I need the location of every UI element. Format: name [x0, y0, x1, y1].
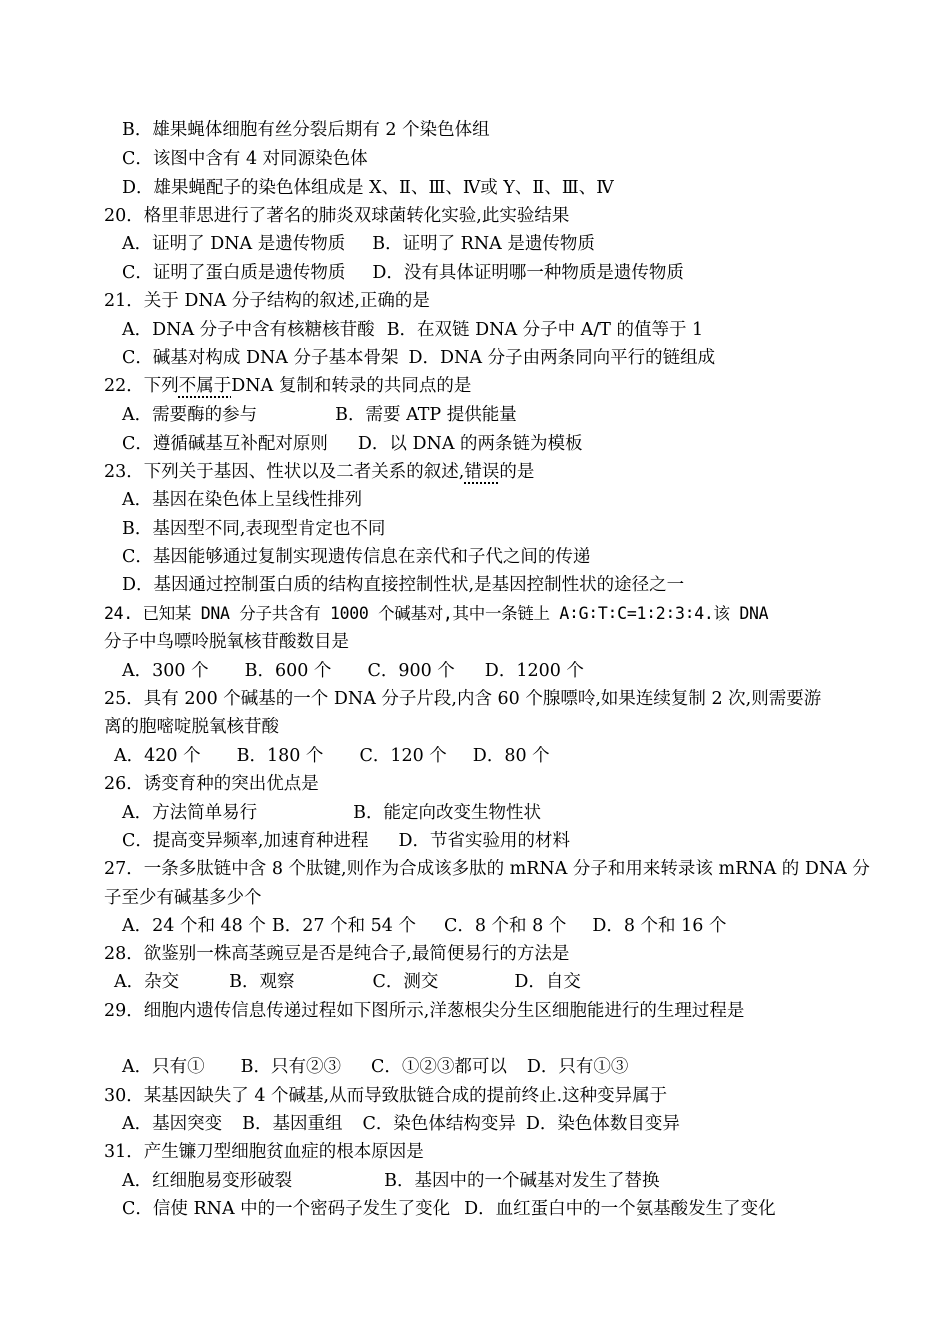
q31-options-ab: [122, 1169, 660, 1193]
q26-option-b: B．能定向改变生物性状: [353, 803, 541, 823]
q27-option-d: D．8 个和 16 个: [592, 916, 727, 936]
q24-option-b: B．600 个: [244, 661, 332, 681]
question-26: 26．诱变育种的突出优点是: [104, 774, 319, 794]
q25-option-a: A．420 个: [114, 746, 201, 766]
q29-option-b: B．只有②③: [240, 1057, 342, 1077]
q22-option-c: C．遵循碱基互补配对原则: [122, 434, 328, 454]
question-20: 20．格里菲思进行了著名的肺炎双球菌转化实验,此实验结果: [104, 206, 570, 226]
question-24-line1: 24. 已知某 DNA 分子共含有 1000 个碱基对,其中一条链上 A∶G∶T∶C=1∶2∶3∶4.该 DNA: [104, 604, 769, 623]
q26-option-c: C．提高变异频率,加速育种进程: [122, 831, 369, 851]
q31-option-d: D．血红蛋白中的一个氨基酸发生了变化: [464, 1199, 776, 1219]
q21-options-cd: [122, 346, 715, 370]
q28-options: [114, 970, 581, 994]
q21-option-b: B．在双链 DNA 分子中 A/T 的值等于 1: [386, 320, 704, 340]
q29-options: [122, 1055, 628, 1079]
q24-option-a: A．300 个: [122, 661, 209, 681]
question-31: 31．产生镰刀型细胞贫血症的根本原因是: [104, 1142, 424, 1162]
q20-option-d: D．没有具体证明哪一种物质是遗传物质: [372, 263, 684, 283]
question-21: 21．关于 DNA 分子结构的叙述,正确的是: [104, 291, 430, 311]
q20-options-cd: [122, 261, 684, 285]
question-24-line2: 分子中鸟嘌呤脱氧核苷酸数目是: [104, 632, 349, 652]
q28-option-b: B．观察: [229, 972, 295, 992]
q31-options-cd: [122, 1197, 776, 1221]
q21-options-ab: [122, 318, 703, 342]
question-22: [104, 374, 471, 398]
question-23: [104, 460, 534, 484]
q30-option-a: A．基因突变: [122, 1114, 223, 1134]
q20-option-c: C．证明了蛋白质是遗传物质: [122, 263, 346, 283]
q27-option-a: A．24 个和 48 个: [122, 916, 266, 936]
q30-option-b: B．基因重组: [242, 1114, 343, 1134]
q23-option-c: C．基因能够通过复制实现遗传信息在亲代和子代之间的传递: [122, 547, 591, 567]
q30-option-d: D．染色体数目变异: [525, 1114, 680, 1134]
question-28: 28．欲鉴别一株高茎豌豆是否是纯合子,最简便易行的方法是: [104, 944, 570, 964]
q21-option-c: C．碱基对构成 DNA 分子基本骨架: [122, 348, 399, 368]
q26-option-a: A．方法简单易行: [122, 803, 258, 823]
question-27-line1: 27．一条多肽链中含 8 个肽键,则作为合成该多肽的 mRNA 分子和用来转录该 mRNA 的 DNA 分: [104, 859, 870, 879]
q20-options-ab: [122, 232, 595, 256]
q24-option-c: C．900 个: [367, 661, 455, 681]
q23-text-pre: 23．下列关于基因、性状以及二者关系的叙述,: [104, 462, 465, 482]
q21-option-a: A．DNA 分子中含有核糖核苷酸: [122, 320, 375, 340]
q31-option-c: C．信使 RNA 中的一个密码子发生了变化: [122, 1199, 451, 1219]
q23-option-b: B．基因型不同,表现型肯定也不同: [122, 519, 386, 539]
q25-option-b: B．180 个: [236, 746, 324, 766]
q28-option-d: D．自交: [514, 972, 581, 992]
q20-option-b: B．证明了 RNA 是遗传物质: [372, 234, 595, 254]
q22-text-post: DNA 复制和转录的共同点的是: [231, 376, 472, 396]
question-30: 30．某基因缺失了 4 个碱基,从而导致肽链合成的提前终止.这种变异属于: [104, 1086, 668, 1106]
q23-option-a: A．基因在染色体上呈线性排列: [122, 490, 363, 510]
q29-option-d: D．只有①③: [526, 1057, 629, 1077]
q19-option-c: C．该图中含有 4 对同源染色体: [122, 149, 368, 169]
q22-emphasis: 不属于: [178, 376, 232, 396]
q26-options-cd: [122, 829, 570, 853]
q23-emphasis: 错误: [464, 462, 500, 482]
q26-options-ab: [122, 801, 541, 825]
q30-options: [122, 1112, 680, 1136]
q29-option-c: C．①②③都可以: [371, 1057, 507, 1077]
q25-option-c: C．120 个: [359, 746, 447, 766]
q31-option-b: B．基因中的一个碱基对发生了替换: [384, 1171, 660, 1191]
q20-option-a: A．证明了 DNA 是遗传物质: [122, 234, 346, 254]
q28-option-a: A．杂交: [114, 972, 180, 992]
q22-option-d: D．以 DNA 的两条链为模板: [357, 434, 583, 454]
question-27-line2: 子至少有碱基多少个: [104, 888, 262, 908]
q21-option-d: D．DNA 分子由两条同向平行的链组成: [408, 348, 716, 368]
q25-options: [114, 744, 550, 768]
q23-text-post: 的是: [499, 462, 535, 482]
q25-option-d: D．80 个: [472, 746, 550, 766]
q23-option-d: D．基因通过控制蛋白质的结构直接控制性状,是基因控制性状的途径之一: [122, 575, 685, 595]
q27-option-b: B．27 个和 54 个: [271, 916, 416, 936]
q27-option-c: C．8 个和 8 个: [443, 916, 567, 936]
question-25-line1: 25．具有 200 个碱基的一个 DNA 分子片段,内含 60 个腺嘌呤,如果连续复制 2 次,则需要游: [104, 689, 822, 709]
q24-option-d: D．1200 个: [484, 661, 584, 681]
q22-options-cd: [122, 432, 583, 456]
q22-text-pre: 22．下列: [104, 376, 179, 396]
q31-option-a: A．红细胞易变形破裂: [122, 1171, 293, 1191]
q22-option-b: B．需要 ATP 提供能量: [335, 405, 517, 425]
q19-option-b: B．雄果蝇体细胞有丝分裂后期有 2 个染色体组: [122, 120, 490, 140]
question-29: 29．细胞内遗传信息传递过程如下图所示,洋葱根尖分生区细胞能进行的生理过程是: [104, 1001, 745, 1021]
q24-options: [122, 659, 584, 683]
q26-option-d: D．节省实验用的材料: [398, 831, 570, 851]
q28-option-c: C．测交: [372, 972, 439, 992]
q22-option-a: A．需要酶的参与: [122, 405, 258, 425]
q22-options-ab: [122, 403, 517, 427]
q27-options: [122, 914, 726, 938]
question-25-line2: 离的胞嘧啶脱氧核苷酸: [104, 717, 279, 737]
q29-option-a: A．只有①: [122, 1057, 205, 1077]
q30-option-c: C．染色体结构变异: [362, 1114, 516, 1134]
q19-option-d: D．雄果蝇配子的染色体组成是 X、Ⅱ、Ⅲ、Ⅳ或 Y、Ⅱ、Ⅲ、Ⅳ: [122, 178, 614, 198]
